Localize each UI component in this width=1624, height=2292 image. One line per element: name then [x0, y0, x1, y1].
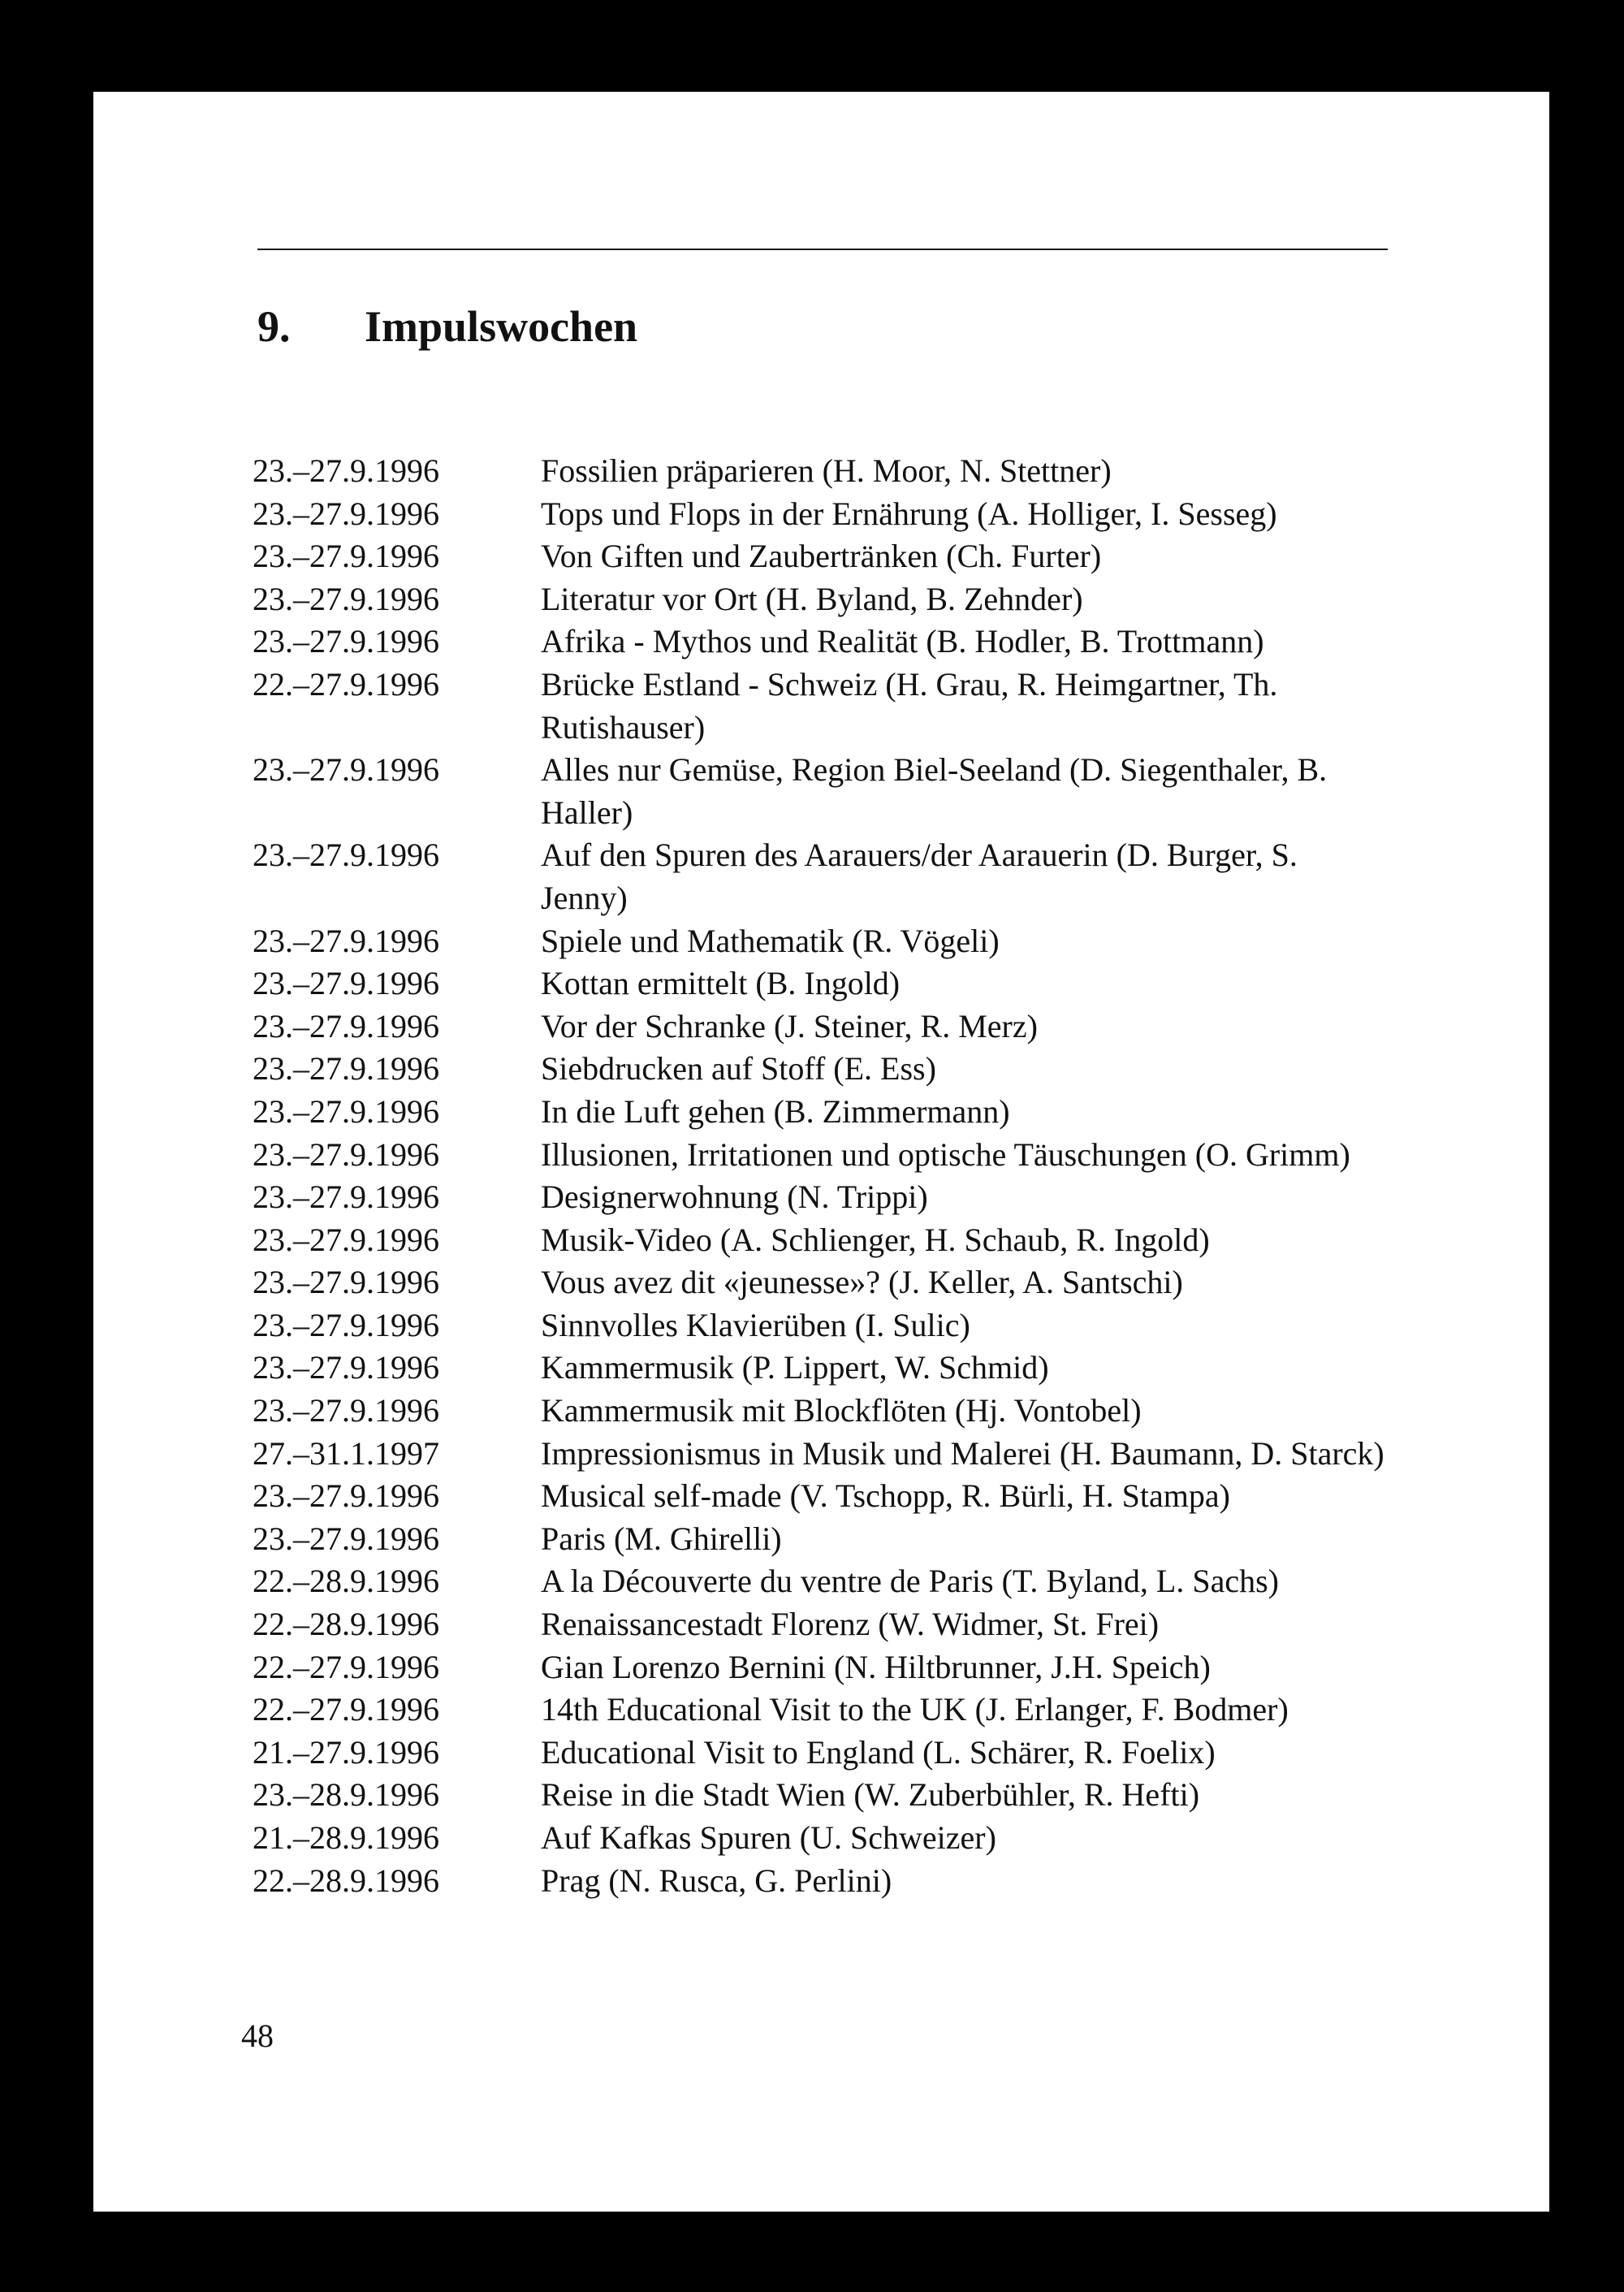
list-item — [253, 1261, 1471, 1304]
entry-date: 22.–28.9.1996 — [253, 1862, 439, 1899]
list-item — [253, 1689, 1471, 1732]
entry-title: Siebdrucken auf Stoff (E. Ess) — [541, 1050, 936, 1088]
list-item — [253, 834, 1471, 919]
entry-date: 23.–27.9.1996 — [253, 495, 439, 532]
entry-title: Kottan ermittelt (B. Ingold) — [541, 965, 901, 1002]
entry-date: 23.–27.9.1996 — [253, 1306, 439, 1343]
entry-date: 23.–27.9.1996 — [253, 1221, 439, 1258]
entry-title: Kammermusik (P. Lippert, W. Schmid) — [541, 1349, 1049, 1386]
entry-title: Fossilien präparieren (H. Moor, N. Stettner) — [541, 452, 1112, 489]
entry-title: Literatur vor Ort (H. Byland, B. Zehnder) — [541, 580, 1083, 617]
entry-date: 23.–27.9.1996 — [253, 1092, 439, 1130]
list-item — [253, 1860, 1471, 1903]
entry-date: 22.–27.9.1996 — [253, 1648, 439, 1685]
entry-date: 23.–27.9.1996 — [253, 1135, 439, 1173]
entry-date: 22.–27.9.1996 — [253, 665, 439, 703]
list-item — [253, 535, 1471, 578]
entry-title: Alles nur Gemüse, Region Biel-Seeland (D. Siegenthaler, B. Haller) — [541, 751, 1328, 831]
list-item — [253, 1091, 1471, 1134]
entry-title: Impressionismus in Musik und Malerei (H. Baumann, D. Starck) — [541, 1434, 1384, 1472]
entry-title: Designerwohnung (N. Trippi) — [541, 1178, 928, 1216]
entry-list — [253, 450, 1471, 1902]
entry-title: Illusionen, Irritationen und optische Täuschungen (O. Grimm) — [541, 1135, 1350, 1173]
entry-title: Vor der Schranke (J. Steiner, R. Merz) — [541, 1007, 1038, 1044]
list-item — [253, 578, 1471, 621]
list-item — [253, 962, 1471, 1005]
list-item — [253, 1134, 1471, 1177]
entry-date: 22.–27.9.1996 — [253, 1691, 439, 1728]
entry-title: Brücke Estland - Schweiz (H. Grau, R. Heimgartner, Th. Rutishauser) — [541, 665, 1278, 746]
entry-date: 23.–27.9.1996 — [253, 1050, 439, 1088]
entry-date: 21.–28.9.1996 — [253, 1819, 439, 1856]
entry-title: Afrika - Mythos und Realität (B. Hodler, B. Trottmann) — [541, 623, 1264, 660]
section-number: 9. — [257, 302, 291, 351]
entry-title: Auf den Spuren des Aarauers/der Aarauerin (D. Burger, S. Jenny) — [541, 837, 1298, 916]
list-item — [253, 1005, 1471, 1049]
entry-title: Sinnvolles Klavierüben (I. Sulic) — [541, 1306, 970, 1343]
entry-date: 22.–28.9.1996 — [253, 1563, 439, 1600]
list-item — [253, 1219, 1471, 1262]
entry-title: Auf Kafkas Spuren (U. Schweizer) — [541, 1819, 996, 1856]
entry-title: Vous avez dit «jeunesse»? (J. Keller, A. Santschi) — [541, 1264, 1183, 1301]
list-item — [253, 1176, 1471, 1219]
list-item — [253, 1732, 1471, 1775]
entry-title: Prag (N. Rusca, G. Perlini) — [541, 1862, 892, 1899]
entry-date: 23.–27.9.1996 — [253, 1520, 439, 1557]
entry-title: Spiele und Mathematik (R. Vögeli) — [541, 922, 1000, 959]
entry-date: 23.–27.9.1996 — [253, 580, 439, 617]
entry-title: Renaissancestadt Florenz (W. Widmer, St. Frei) — [541, 1606, 1160, 1643]
entry-date: 23.–28.9.1996 — [253, 1776, 439, 1814]
entry-title: Paris (M. Ghirelli) — [541, 1520, 782, 1557]
entry-date: 22.–28.9.1996 — [253, 1606, 439, 1643]
list-item — [253, 1390, 1471, 1433]
entry-title: Kammermusik mit Blockflöten (Hj. Vontobel) — [541, 1392, 1142, 1429]
entry-title: A la Découverte du ventre de Paris (T. Byland, L. Sachs) — [541, 1563, 1279, 1600]
entry-date: 23.–27.9.1996 — [253, 1477, 439, 1515]
entry-date: 23.–27.9.1996 — [253, 538, 439, 575]
entry-date: 23.–27.9.1996 — [253, 922, 439, 959]
entry-date: 23.–27.9.1996 — [253, 1349, 439, 1386]
list-item — [253, 1433, 1471, 1476]
list-item — [253, 450, 1471, 493]
entry-title: Tops und Flops in der Ernährung (A. Holliger, I. Sesseg) — [541, 495, 1277, 532]
list-item — [253, 1475, 1471, 1518]
entry-date: 23.–27.9.1996 — [253, 965, 439, 1002]
list-item — [253, 1518, 1471, 1561]
entry-date: 23.–27.9.1996 — [253, 1264, 439, 1301]
entry-title: Reise in die Stadt Wien (W. Zuberbühler, R. Hefti) — [541, 1776, 1200, 1814]
entry-title: 14th Educational Visit to the UK (J. Erlanger, F. Bodmer) — [541, 1691, 1289, 1728]
entry-date: 23.–27.9.1996 — [253, 1392, 439, 1429]
list-item — [253, 749, 1471, 834]
header-rule — [257, 249, 1388, 250]
entry-title: Musical self-made (V. Tschopp, R. Bürli, H. Stampa) — [541, 1477, 1230, 1515]
list-item — [253, 1347, 1471, 1390]
entry-title: Educational Visit to England (L. Schärer, R. Foelix) — [541, 1733, 1216, 1771]
list-item — [253, 920, 1471, 963]
list-item — [253, 1560, 1471, 1603]
list-item — [253, 1774, 1471, 1817]
entry-title: Gian Lorenzo Bernini (N. Hiltbrunner, J.H. Speich) — [541, 1648, 1211, 1685]
entry-date: 23.–27.9.1996 — [253, 837, 439, 874]
entry-date: 23.–27.9.1996 — [253, 1007, 439, 1044]
entry-title: In die Luft gehen (B. Zimmermann) — [541, 1092, 1010, 1130]
page-number: 48 — [241, 2017, 274, 2054]
list-item — [253, 664, 1471, 749]
entry-date: 27.–31.1.1997 — [253, 1434, 439, 1472]
list-item — [253, 1646, 1471, 1689]
document-page — [93, 92, 1549, 2212]
list-item — [253, 1603, 1471, 1646]
entry-date: 23.–27.9.1996 — [253, 452, 439, 489]
entry-date: 23.–27.9.1996 — [253, 751, 439, 789]
entry-title: Musik-Video (A. Schlienger, H. Schaub, R. Ingold) — [541, 1221, 1210, 1258]
list-item — [253, 493, 1471, 536]
entry-title: Von Giften und Zaubertränken (Ch. Furter) — [541, 538, 1102, 575]
entry-date: 21.–27.9.1996 — [253, 1733, 439, 1771]
section-heading — [257, 302, 638, 351]
entry-date: 23.–27.9.1996 — [253, 1178, 439, 1216]
list-item — [253, 1048, 1471, 1091]
entry-date: 23.–27.9.1996 — [253, 623, 439, 660]
list-item — [253, 1304, 1471, 1347]
list-item — [253, 1817, 1471, 1860]
section-title: Impulswochen — [365, 302, 638, 351]
list-item — [253, 621, 1471, 664]
